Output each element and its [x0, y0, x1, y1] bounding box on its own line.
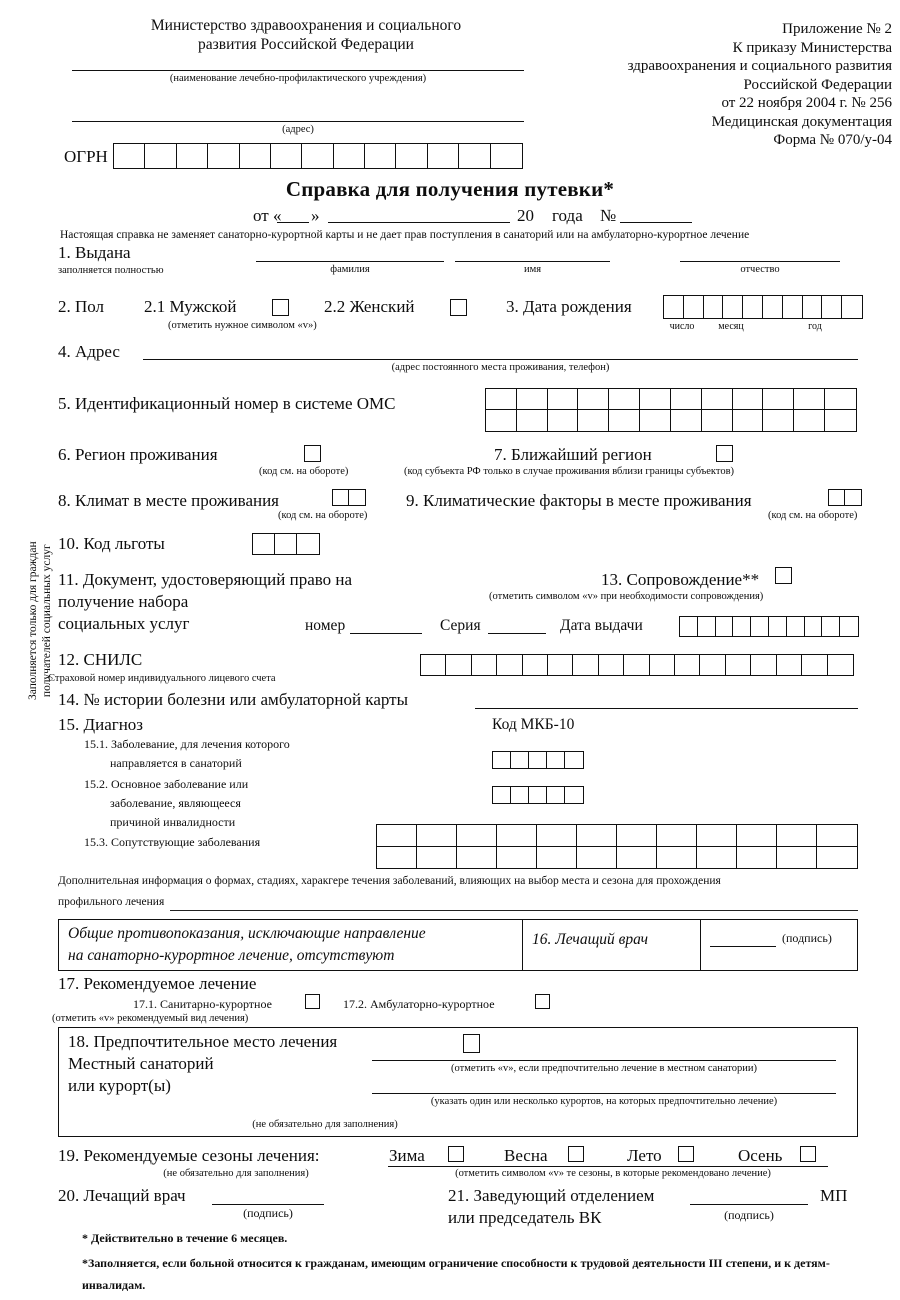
cell[interactable]: [783, 296, 803, 318]
cell[interactable]: [794, 389, 825, 409]
cell[interactable]: [599, 655, 624, 675]
cell[interactable]: [457, 847, 497, 869]
benefit-code-input[interactable]: [252, 533, 320, 555]
item2-female-label: 2.2 Женский: [324, 297, 415, 316]
cell[interactable]: [511, 752, 529, 768]
additional-info-line-2: профильного лечения: [58, 896, 165, 908]
item17-label: 17. Рекомендуемое лечение: [58, 974, 257, 993]
cell[interactable]: [671, 389, 702, 409]
item17-option-1-label: 17.1. Санитарно-курортное: [133, 997, 272, 1011]
diagnosis-disability-code-input[interactable]: [492, 786, 584, 804]
cell[interactable]: [733, 389, 764, 409]
item18-hint-2: (указать один или несколько курортов, на которых предпочтительно лечение): [430, 1096, 778, 1107]
cell[interactable]: [680, 617, 698, 636]
item6-region-code-box[interactable]: [304, 445, 321, 462]
item16-signature-line[interactable]: [710, 946, 776, 947]
item1-sub: заполняется полностью: [58, 265, 164, 276]
appendix-line-1: К приказу Министерства: [732, 39, 892, 56]
item20-signature-line[interactable]: [212, 1204, 324, 1205]
cell[interactable]: [829, 490, 845, 505]
cell[interactable]: [565, 787, 583, 803]
item7-label: 7. Ближайший регион: [494, 445, 652, 464]
item20-label: 20. Лечащий врач: [58, 1186, 186, 1205]
item18-line-3: или курорт(ы): [68, 1076, 171, 1095]
cell[interactable]: [700, 655, 725, 675]
item16-divider-1: [522, 919, 523, 971]
item16-signature-caption: (подпись): [782, 931, 832, 945]
cell[interactable]: [716, 617, 734, 636]
appendix-block: [560, 20, 892, 150]
cell[interactable]: [828, 655, 853, 675]
ogrn-input[interactable]: [113, 143, 523, 169]
appendix-line-5: Медицинская документация: [711, 113, 892, 130]
cell[interactable]: [421, 655, 446, 675]
item18-local-line[interactable]: [372, 1060, 836, 1061]
cell[interactable]: [548, 410, 579, 431]
season-label-winter: Зима: [389, 1146, 425, 1165]
cell[interactable]: [297, 534, 319, 554]
birthdate-day-caption: число: [669, 321, 695, 332]
oms-number-input[interactable]: [485, 388, 857, 432]
item21-caption: (подпись): [724, 1208, 774, 1222]
item13-hint: (отметить символом «v» при необходимости сопровождения): [489, 591, 764, 602]
item5-label: 5. Идентификационный номер в системе ОМС: [58, 394, 396, 413]
cell[interactable]: [497, 825, 537, 846]
address-line[interactable]: [72, 121, 524, 122]
cell[interactable]: [763, 410, 794, 431]
cell[interactable]: [617, 825, 657, 846]
cell[interactable]: [702, 410, 733, 431]
cell[interactable]: [486, 410, 517, 431]
item15-2-line-1: 15.2. Основное заболевание или: [84, 777, 249, 791]
cell[interactable]: [417, 847, 457, 869]
cell-row: [377, 847, 857, 869]
item8-label: 8. Климат в месте проживания: [58, 491, 279, 510]
item16-label: 16. Лечащий врач: [532, 931, 649, 948]
cell[interactable]: [547, 787, 565, 803]
item21-signature-line[interactable]: [690, 1204, 808, 1205]
cell[interactable]: [396, 144, 427, 168]
cell[interactable]: [769, 617, 787, 636]
checkbox-season-spring[interactable]: [568, 1146, 584, 1162]
cell[interactable]: [822, 296, 842, 318]
item11-number-label: номер: [305, 617, 346, 634]
cell[interactable]: [548, 389, 579, 409]
item15-1-line-1: 15.1. Заболевание, для лечения которого: [84, 737, 290, 751]
cell[interactable]: [334, 144, 365, 168]
item13-label: 13. Сопровождение**: [601, 570, 760, 589]
cell[interactable]: [777, 825, 817, 846]
item7-hint: (код субъекта РФ только в случае проживания вблизи границы субъектов): [404, 466, 735, 477]
cell[interactable]: [817, 847, 857, 869]
cell[interactable]: [657, 825, 697, 846]
cell[interactable]: [675, 655, 700, 675]
cell[interactable]: [377, 825, 417, 846]
item19-hint-right: (отметить символом «v» те сезоны, в которые рекомендовано лечение): [455, 1168, 771, 1179]
item2-hint: (отметить нужное символом «v»): [168, 320, 317, 331]
appendix-line-0: Приложение № 2: [782, 21, 892, 37]
cell[interactable]: [698, 617, 716, 636]
item3-label: 3. Дата рождения: [506, 297, 632, 316]
cell[interactable]: [763, 389, 794, 409]
cell-row: [486, 389, 856, 410]
address-caption: (адрес): [282, 124, 314, 135]
disclaimer-text: Настоящая справка не заменяет санаторно-курортной карты и не дает прав поступления в санаторий или на амбулаторно-курортное лечение: [60, 229, 750, 241]
ministry-line-1: Министерство здравоохранения и социального: [150, 17, 462, 34]
cell[interactable]: [578, 410, 609, 431]
cell[interactable]: [271, 144, 302, 168]
cell[interactable]: [825, 389, 856, 409]
item11-series-label: Серия: [440, 617, 481, 634]
surname-line[interactable]: [256, 261, 444, 262]
cell[interactable]: [486, 389, 517, 409]
birthdate-year-caption: год: [808, 321, 822, 332]
checkbox-female[interactable]: [450, 299, 467, 316]
item19-label: 19. Рекомендуемые сезоны лечения:: [58, 1146, 320, 1165]
cell[interactable]: [733, 617, 751, 636]
item21-line-2: или председатель ВК: [448, 1208, 602, 1227]
cell[interactable]: [208, 144, 239, 168]
contraindications-line-2: на санаторно-курортное лечение, отсутствуют: [68, 947, 395, 964]
item21-stamp-label: МП: [820, 1186, 848, 1205]
appendix-line-3: Российской Федерации: [743, 76, 892, 93]
cell[interactable]: [723, 296, 743, 318]
cell[interactable]: [302, 144, 333, 168]
cell[interactable]: [253, 534, 275, 554]
cell[interactable]: [609, 410, 640, 431]
item8-hint: (код см. на обороте): [278, 510, 368, 521]
cell[interactable]: [177, 144, 208, 168]
cell[interactable]: [547, 752, 565, 768]
cell[interactable]: [777, 655, 802, 675]
cell[interactable]: [145, 144, 176, 168]
item18-line-2: Местный санаторий: [68, 1054, 214, 1073]
item4-caption: (адрес постоянного места проживания, телефон): [391, 362, 610, 373]
checkbox-local-sanatorium[interactable]: [463, 1034, 480, 1053]
item15-label: 15. Диагноз: [58, 715, 144, 734]
item14-line[interactable]: [475, 708, 858, 709]
cell[interactable]: [529, 752, 547, 768]
cell[interactable]: [805, 617, 823, 636]
cell[interactable]: [523, 655, 548, 675]
cell[interactable]: [517, 410, 548, 431]
cell[interactable]: [697, 847, 737, 869]
appendix-line-2: здравоохранения и социального развития: [627, 58, 892, 74]
item15-2-line-2: заболевание, являющееся: [110, 796, 241, 810]
cell-row: [486, 410, 856, 431]
diagnosis-primary-code-input[interactable]: [492, 751, 584, 769]
issue-year-label: 20: [517, 206, 534, 225]
cell[interactable]: [624, 655, 649, 675]
cell[interactable]: [609, 389, 640, 409]
cell[interactable]: [825, 410, 856, 431]
issue-goda-label: года: [552, 206, 583, 225]
checkbox-sanatorium-treatment[interactable]: [305, 994, 320, 1009]
cell[interactable]: [493, 787, 511, 803]
item16-divider-2: [700, 919, 701, 971]
cell[interactable]: [428, 144, 459, 168]
cell[interactable]: [537, 825, 577, 846]
side-note-line-1: Заполняется только для граждан: [27, 541, 39, 700]
cell[interactable]: [114, 144, 145, 168]
footnote-3: инвалидам.: [82, 1278, 146, 1292]
cell[interactable]: [697, 825, 737, 846]
side-note-line-2: получателей социальных услуг: [41, 544, 53, 698]
climate-factors-code-input[interactable]: [828, 489, 862, 506]
cell[interactable]: [577, 825, 617, 846]
cell[interactable]: [459, 144, 490, 168]
cell[interactable]: [497, 655, 522, 675]
item6-hint: (код см. на обороте): [259, 466, 349, 477]
item2-male-label: 2.1 Мужской: [144, 297, 237, 316]
issue-month-line[interactable]: [328, 222, 510, 223]
cell[interactable]: [472, 655, 497, 675]
cell[interactable]: [840, 617, 858, 636]
cell[interactable]: [275, 534, 297, 554]
institution-name-line[interactable]: [72, 70, 524, 71]
document-issue-date-input[interactable]: [679, 616, 859, 637]
cell[interactable]: [493, 752, 511, 768]
cell[interactable]: [657, 847, 697, 869]
cell[interactable]: [733, 410, 764, 431]
checkbox-season-summer[interactable]: [678, 1146, 694, 1162]
birthdate-input[interactable]: [663, 295, 863, 319]
ogrn-label: ОГРН: [64, 147, 108, 166]
item11-line-1: 11. Документ, удостоверяющий право на: [58, 570, 353, 589]
cell[interactable]: [822, 617, 840, 636]
cell[interactable]: [842, 296, 862, 318]
cell[interactable]: [743, 296, 763, 318]
item7-nearest-region-box[interactable]: [716, 445, 733, 462]
item17-hint: (отметить «v» рекомендуемый вид лечения): [52, 1013, 249, 1024]
cell[interactable]: [417, 825, 457, 846]
cell[interactable]: [446, 655, 471, 675]
cell[interactable]: [817, 825, 857, 846]
cell[interactable]: [751, 655, 776, 675]
season-label-summer: Лето: [627, 1146, 662, 1165]
cell[interactable]: [802, 655, 827, 675]
cell[interactable]: [787, 617, 805, 636]
issue-number-label: №: [600, 206, 617, 225]
cell[interactable]: [763, 296, 783, 318]
cell[interactable]: [529, 787, 547, 803]
cell[interactable]: [565, 752, 583, 768]
season-label-spring: Весна: [504, 1146, 548, 1165]
footnote-1: * Действительно в течение 6 месяцев.: [82, 1231, 288, 1245]
ministry-line-2: развития Российской Федерации: [198, 36, 414, 53]
cell[interactable]: [333, 490, 349, 505]
item2-label: 2. Пол: [58, 297, 105, 316]
cell[interactable]: [737, 825, 777, 846]
item21-line-1: 21. Заведующий отделением: [448, 1186, 655, 1205]
issue-date-suffix: »: [311, 206, 320, 225]
cell[interactable]: [491, 144, 522, 168]
cell[interactable]: [845, 490, 861, 505]
cell[interactable]: [577, 847, 617, 869]
item12-sub: Страховой номер индивидуального лицевого счета: [48, 673, 276, 684]
item15-1-line-2: направляется в санаторий: [110, 756, 242, 770]
firstname-line[interactable]: [455, 261, 610, 262]
item17-option-2-label: 17.2. Амбулаторно-курортное: [343, 997, 495, 1011]
cell[interactable]: [377, 847, 417, 869]
item15-mkb-label: Код МКБ-10: [492, 716, 575, 733]
item18-label: 18. Предпочтительное место лечения: [68, 1032, 338, 1051]
item12-label: 12. СНИЛС: [58, 650, 143, 669]
appendix-line-4: от 22 ноября 2004 г. № 256: [721, 95, 892, 111]
cell[interactable]: [349, 490, 365, 505]
item9-hint: (код см. на обороте): [768, 510, 858, 521]
firstname-caption: имя: [523, 264, 542, 275]
issue-day-line[interactable]: [277, 222, 309, 223]
checkbox-ambulatory-treatment[interactable]: [535, 994, 550, 1009]
season-label-autumn: Осень: [738, 1146, 783, 1165]
item6-label: 6. Регион проживания: [58, 445, 218, 464]
item4-label: 4. Адрес: [58, 342, 120, 361]
item10-label: 10. Код льготы: [58, 534, 165, 553]
cell[interactable]: [803, 296, 823, 318]
ministry-heading: [96, 16, 516, 54]
cell[interactable]: [573, 655, 598, 675]
cell[interactable]: [726, 655, 751, 675]
cell[interactable]: [794, 410, 825, 431]
cell[interactable]: [537, 847, 577, 869]
appendix-line-6: Форма № 070/у-04: [773, 132, 892, 148]
cell[interactable]: [702, 389, 733, 409]
item11-line-2: получение набора: [58, 592, 189, 611]
checkbox-season-autumn[interactable]: [800, 1146, 816, 1162]
cell[interactable]: [517, 389, 548, 409]
item11-number-line[interactable]: [350, 633, 422, 634]
additional-info-line-1: Дополнительная информация о формах, стадиях, харакгере течения заболеваний, влияющих на выбор места и сезона для прохождения: [58, 875, 721, 887]
cell-row: [377, 825, 857, 847]
cell[interactable]: [617, 847, 657, 869]
issue-number-line[interactable]: [620, 222, 692, 223]
cell[interactable]: [777, 847, 817, 869]
cell[interactable]: [511, 787, 529, 803]
cell[interactable]: [548, 655, 573, 675]
patronymic-line[interactable]: [680, 261, 840, 262]
item11-line-3: социальных услуг: [58, 614, 190, 633]
item15-3-label: 15.3. Сопутствующие заболевания: [84, 835, 261, 849]
cell[interactable]: [650, 655, 675, 675]
cell[interactable]: [365, 144, 396, 168]
checkbox-male[interactable]: [272, 299, 289, 316]
institution-caption: (наименование лечебно-профилактического учреждения): [169, 73, 427, 84]
cell[interactable]: [751, 617, 769, 636]
item19-hint-left: (не обязательно для заполнения): [163, 1168, 309, 1179]
item20-caption: (подпись): [243, 1206, 293, 1220]
climate-code-input[interactable]: [332, 489, 366, 506]
cell[interactable]: [240, 144, 271, 168]
item11-issue-label: Дата выдачи: [560, 617, 643, 634]
surname-caption: фамилия: [330, 264, 370, 275]
cell[interactable]: [671, 410, 702, 431]
issue-date-prefix: от «: [253, 206, 282, 225]
cell[interactable]: [497, 847, 537, 869]
contraindications-line-1: Общие противопоказания, исключающие направление: [68, 925, 426, 942]
item18-resorts-line[interactable]: [372, 1093, 836, 1094]
cell[interactable]: [457, 825, 497, 846]
footnote-2: *Заполняется, если больной относится к гражданам, имеющим ограничение способности к трудовой деятельности III степени, и к детям-: [82, 1256, 830, 1270]
item11-series-line[interactable]: [488, 633, 546, 634]
item1-label: 1. Выдана: [58, 243, 131, 262]
diagnosis-concomitant-codes-input[interactable]: [376, 824, 858, 869]
item19-underline: [388, 1166, 828, 1167]
cell[interactable]: [640, 410, 671, 431]
cell[interactable]: [578, 389, 609, 409]
item15-2-line-3: причиной инвалидности: [110, 815, 236, 829]
item14-label: 14. № истории болезни или амбулаторной карты: [58, 690, 408, 709]
item18-hint-3: (не обязательно для заполнения): [252, 1119, 398, 1130]
checkbox-accompaniment[interactable]: [775, 567, 792, 584]
checkbox-season-winter[interactable]: [448, 1146, 464, 1162]
item18-hint-1: (отметить «v», если предпочтительно лечение в местном санатории): [451, 1063, 757, 1074]
item4-address-line[interactable]: [143, 359, 858, 360]
cell[interactable]: [704, 296, 724, 318]
cell[interactable]: [684, 296, 704, 318]
cell[interactable]: [664, 296, 684, 318]
additional-info-line[interactable]: [170, 910, 858, 911]
cell[interactable]: [737, 847, 777, 869]
birthdate-month-caption: месяц: [718, 321, 744, 332]
snils-input[interactable]: [420, 654, 854, 676]
patronymic-caption: отчество: [740, 264, 780, 275]
cell[interactable]: [640, 389, 671, 409]
item9-label: 9. Климатические факторы в месте проживания: [406, 491, 752, 510]
page-title: Справка для получения путевки*: [285, 177, 615, 201]
